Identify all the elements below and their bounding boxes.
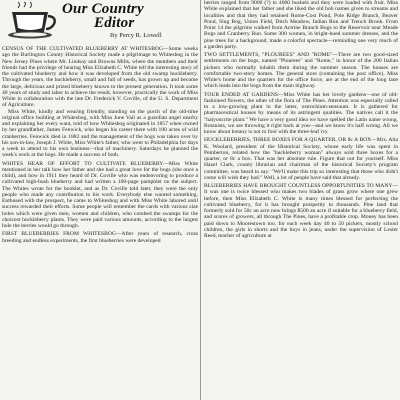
paragraph: Miss White, kindly and wearing friendly, standing on the porch of the old-time original office building at Whitesbog, with Miss June Vail as a guardian angel nearby and explaining her every want, told of how Whitesbog originated in 1857 when owned by her grandfather, James Fenwick, who began his career there with 100 acres of wild cranberries. Fenwick died in 1882 and the management of the bogs was taken over by his son-in-law, Joseph J. White, Miss White's father, who went to Philadelphia for days a week to attend to his own business—that of machinery. Saturdays he planned the week's work at the bogs. He made a success of both.: [2, 108, 198, 159]
column-header: [2, 0, 198, 46]
right-column: [204, 0, 398, 400]
paragraph: TWO SETTLEMENTS, "PLOUREES" AND "ROME"—There are two good-sized settlements on the bogs, named "Plourees" and "Rome," in honor of the 200 Italian pickers who normally inhabit them during the summer season. The houses are comfortable two-story homes. The general store (containing the post office), Miss White's home and the quarters for the office force, are at the end of the long lane which leads into the bogs from the main highway.: [204, 52, 398, 90]
column-divider: [200, 0, 201, 400]
coffee-cup-icon: [6, 2, 60, 40]
paragraph: CENSUS OF THE CULTIVATED BLUEBERRY AT WHITESBOG—Some weeks ago the Burlington County Historical Society made a pilgrimage to Whitesbog in the New Jersey Pines where Mr. Lindsay and Browns Mills, where the members and their friends had the privilege of hearing Miss Elizabeth C. White tell the interesting story of the cultivated blueberry and how it was developed from the old swamp huckleberry. Through the years, the huckleberry, small and full of seeds, has grown up and become the large, delicious and prized blueberry known to the present generation. It took some 40 years of study and labor to achieve the result, however, practically the work of Miss White in collaboration with the late Dr. Frederick V. Coville, of the U. S. Department of Agriculture.: [2, 46, 198, 109]
paragraph: berries ranged from 9000 (?) to 4000 bushels and they were loaded with fruit. Miss White explained that her father and she liked the old bob names given to streams and localities and that they had retained Rome-Cost Pond, Pole Ridge Branch, Beaver Pond, Slug Bog, Union Field, Ditch Meadow, Indian Run and Trench Brook. From Point 14 the pilgrims walked from Actrine Branch Bogs to the Reservoir near Meade Bogs and Cranberry Run. Some 300 women, in bright-hued summer dresses, and the pine trees for a background, made a colorful spectacle—reminding one very much of a garden party.: [204, 0, 398, 50]
paragraph: WHITES HEAR OF EFFORT TO CULTIVATE BLUEBERRY—Miss White mentioned in her talk how her father and she had a great love for the bogs (she once a child), and how in 1911 they heard of Dr. Coville who was endeavoring to produce a cultivated high-bush blueberry and had written a 100-page pamphlet on the subject. The Whites wrote for the booklet, and as Dr. Coville told later, they were the only people who made any contribution to his work. Everybody else wanted something. Enthused with the prospect, he came to Whitesbog and with Miss White labored until success rewarded their efforts. Some people will remember the cards with various size holes which were given men, women and children, who combed the swamps for the choicest huckleberry plants. They were paid various amounts, according to the largest hole the berries would go through.: [2, 160, 198, 229]
title-line-1: Our: [62, 1, 88, 17]
paragraph: HUCKLEBERRIES, THREE BOXES FOR A QUARTER, OR 8c A BOX—Mrs. Alta K. Woolard, president of the Historical Society, whose early life was spent in Pemberton, related how the "huckleberry woman" always sold three boxes for a quarter, or 8c a box. That was her absolute rule. Figure that out for yourself. Miss Hazel Clark, county librarian and chairman of the historical Society's program committee, was heard to say: "We'll make this trip so interesting that those who didn't come will wish they had." Well, a lot of people have said that already.: [204, 137, 398, 181]
paragraph: FIRST BLUEBERRIES FROM WHITESBOG—After years of research, cross breeding and endless experiments, the first blueberries were developed: [2, 231, 198, 244]
left-column: [2, 0, 198, 400]
column-title: [62, 2, 196, 39]
paragraph: TOUR ENDED AT GARDENS—Miss White has her lovely gardens—one of old-fashioned flowers, the other of the flora of The Pines. Attention was especially called to a low-growing plant in the latter, ostrochium-sensuum. It is gathered for pharmaceutical houses by means of its astringent qualities. The natives call it the "halyoncrite plant." We have a very good idea we have spelled the Latin name wrong. Botanists, we are throwing it right back at you—and we know it's half wrong. All we know about botany is not to fool with the three-leaf ivy.: [204, 91, 398, 135]
byline: By Percy R. Lowell: [110, 32, 162, 39]
author-name: Percy R. Lowell: [119, 32, 162, 39]
title-line-2: Country: [91, 1, 144, 17]
paragraph: BLUEBERRIES HAVE BROUGHT COUNTLESS OPPORTUNITIES TO MANY—It was one is twice blessed who makes two blades of grass grow where one grew before, then Miss Elizabeth C. White is many times blessed for perfecting the cultivated blueberry, for it has brought prosperity to thousands. Pine land that formerly sold for 50c an acre now brings $500 an acre if suitable for a blueberry field, and scores of growers, all through The Pines, have a profitable crop. Money has been paid down to Moorestown too, for each week day 40 to 50 pickers, mostly school children, the girls in shorts and the boys in jeans, under the supervision of Lester Reed, teacher of agriculture at: [204, 183, 398, 239]
title-line-3: Editor: [94, 15, 135, 31]
